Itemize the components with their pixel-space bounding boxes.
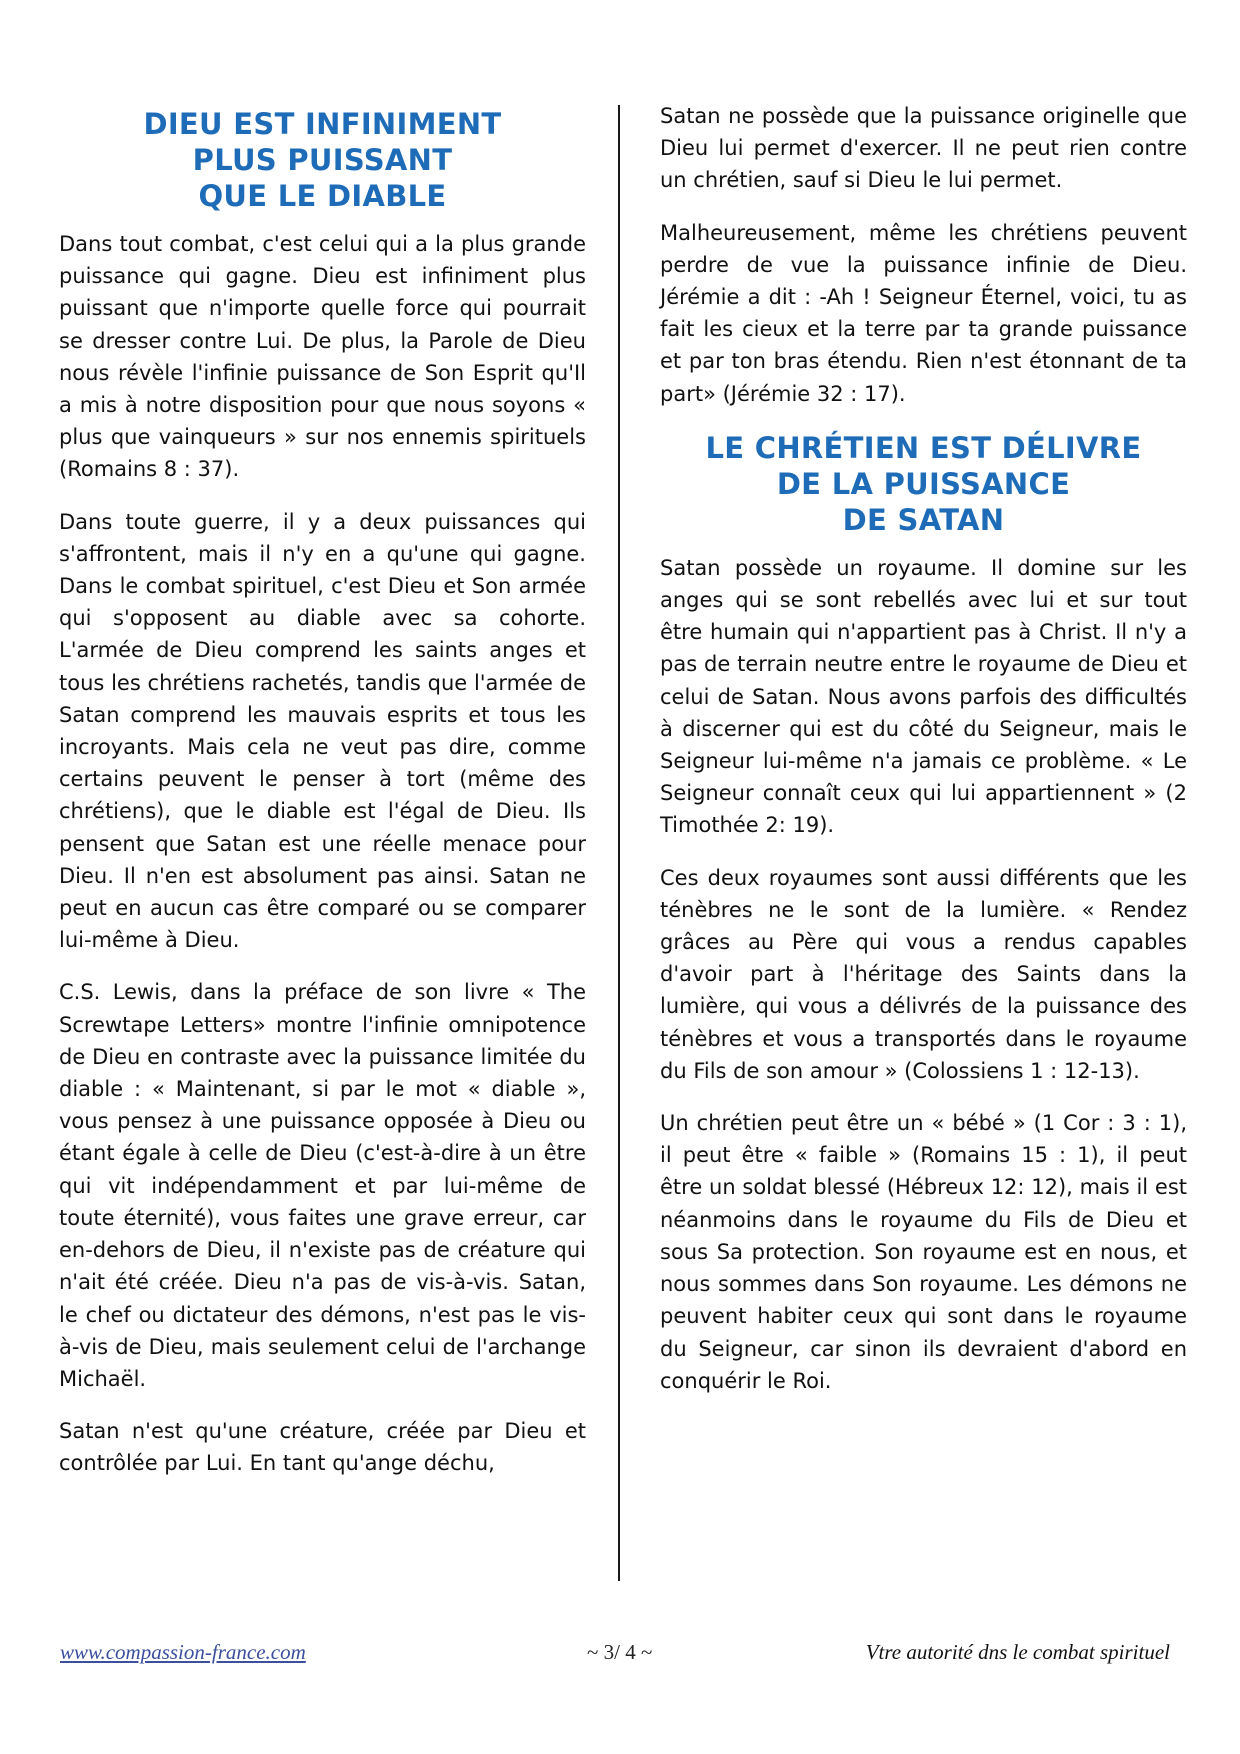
paragraph: C.S. Lewis, dans la préface de son livre « The Screwtape Letters» montre l'infinie omnipotence de Dieu en contraste avec la puissance limitée du diable : « Maintenant, si par le mot « diable », vous pensez à une puissance opposée à Dieu ou étant égale à celle de Dieu (c'est-à-dire à un être qui vit indépendamment et par lui-même de toute éternité), vous faites une grave erreur, car en-dehors de Dieu, il n'existe pas de créature qui n'ait été créée. Dieu n'a pas de vis-à-vis. Satan, le chef ou dictateur des démons, n'est pas le vis-à-vis de Dieu, mais seulement celui de l'archange Michaël. <box>59 980 586 1391</box>
heading-line: PLUS PUISSANT <box>192 143 453 177</box>
section-heading-chretien-delivre <box>660 430 1187 538</box>
document-title: Vtre autorité dns le combat spirituel <box>865 1640 1170 1664</box>
paragraph: Satan possède un royaume. Il domine sur les anges qui se sont rebellés avec lui et sur tout être humain qui n'appartient pas à Christ. Il n'y a pas de terrain neutre entre le royaume de Dieu et celui de Satan. Nous avons parfois des difficultés à discerner qui est du côté du Seigneur, mais le Seigneur lui-même n'a jamais ce problème. « Le Seigneur connaît ceux qui lui appartiennent » (2 Timothée 2: 19). <box>660 555 1187 838</box>
section-heading-dieu-puissant <box>59 106 586 214</box>
website-link[interactable]: www.compassion-france.com <box>60 1640 306 1664</box>
paragraph: Satan n'est qu'une créature, créée par Dieu et contrôlée par Lui. En tant qu'ange déchu, <box>59 1419 586 1476</box>
heading-line: DIEU EST INFINIMENT <box>143 107 502 141</box>
heading-line: LE CHRÉTIEN EST DÉLIVRE <box>705 430 1142 465</box>
paragraph: Ces deux royaumes sont aussi différents que les ténèbres ne le sont de la lumière. « Rendez grâces au Père qui vous a rendus capables d'avoir part à l'héritage des Saints dans la lumière, qui vous a délivrés de la puissance des ténèbres et vous a transportés dans le royaume du Fils de son amour » (Colossiens 1 : 12-13). <box>660 865 1187 1083</box>
page-indicator: ~ 3/ 4 ~ <box>587 1640 653 1664</box>
column-divider <box>618 105 620 1581</box>
page-footer <box>0 1640 1240 1670</box>
left-column <box>59 100 586 1500</box>
paragraph: Satan ne possède que la puissance originelle que Dieu lui permet d'exercer. Il ne peut rien contre un chrétien, sauf si Dieu le lui permet. <box>660 104 1187 193</box>
paragraph: Dans tout combat, c'est celui qui a la plus grande puissance qui gagne. Dieu est infiniment plus puissant que n'importe quelle force qui pourrait se dresser contre Lui. De plus, la Parole de Dieu nous révèle l'infinie puissance de Son Esprit qu'Il a mis à notre disposition pour que nous soyons « plus que vainqueurs » sur nos ennemis spirituels (Romains 8 : 37). <box>59 232 586 482</box>
right-column <box>660 100 1187 1417</box>
paragraph: Dans toute guerre, il y a deux puissances qui s'affrontent, mais il n'y en a qu'une qui gagne. Dans le combat spirituel, c'est Dieu et Son armée qui s'opposent au diable avec sa cohorte. L'armée de Dieu comprend les saints anges et tous les chrétiens rachetés, tandis que l'armée de Satan comprend les mauvais esprits et tous les incroyants. Mais cela ne veut pas dire, comme certains peuvent le penser à tort (même des chrétiens), que le diable est l'égal de Dieu. Ils pensent que Satan est une réelle menace pour Dieu. Il n'en est absolument pas ainsi. Satan ne peut en aucun cas être comparé ou se comparer lui-même à Dieu. <box>59 509 586 953</box>
paragraph: Un chrétien peut être un « bébé » (1 Cor : 3 : 1), il peut être « faible » (Romains 15 : 1), il peut être un soldat blessé (Hébreux 12: 12), mais il est néanmoins dans le royaume du Fils de Dieu et sous Sa protection. Son royaume est en nous, et nous sommes dans Son royaume. Les démons ne peuvent habiter ceux qui sont dans le royaume du Seigneur, car sinon ils devraient d'abord en conquérir le Roi. <box>660 1111 1187 1393</box>
heading-line: DE SATAN <box>842 502 1005 537</box>
heading-line: DE LA PUISSANCE <box>776 466 1071 501</box>
heading-line: QUE LE DIABLE <box>198 179 447 213</box>
paragraph: Malheureusement, même les chrétiens peuvent perdre de vue la puissance infinie de Dieu. Jérémie a dit : -Ah ! Seigneur Éternel, voici, tu as fait les cieux et la terre par ta grande puissance et par ton bras étendu. Rien n'est étonnant de ta part» (Jérémie 32 : 17). <box>660 220 1187 406</box>
